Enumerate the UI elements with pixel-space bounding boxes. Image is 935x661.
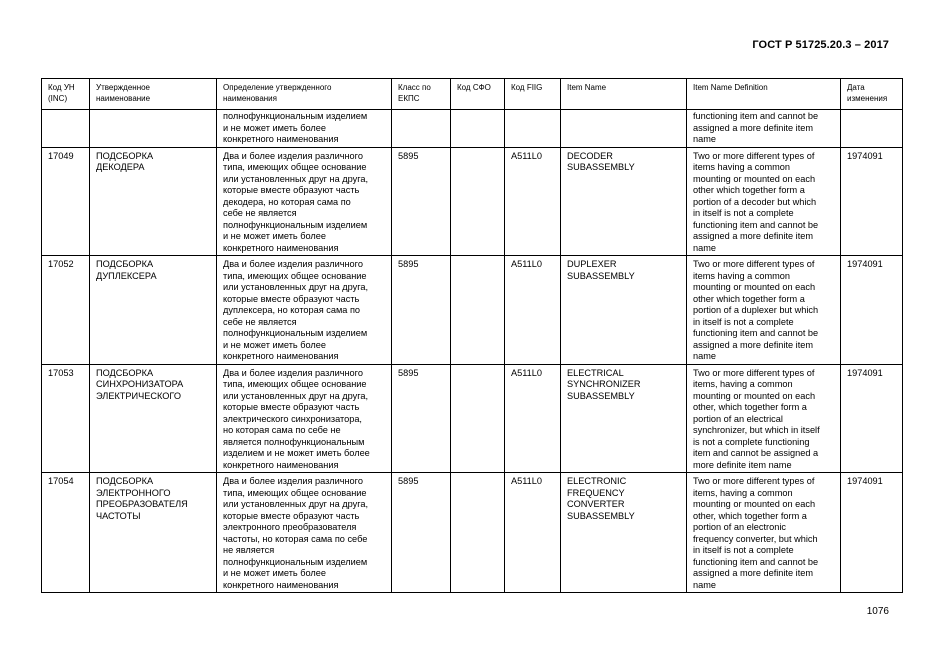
cell-sfo	[451, 473, 505, 593]
cell-inc	[42, 110, 90, 148]
cell-item-name: DUPLEXER SUBASSEMBLY	[561, 256, 687, 365]
cell-definition-en: Two or more different types of items, having a common mounting or mounted on each other, which together form a portion of an electronic frequency converter, but which in itself is not a complete functioning item and cannot be assigned a more definite item name	[687, 473, 841, 593]
cell-item-name	[561, 110, 687, 148]
cell-fiig: A511L0	[505, 256, 561, 365]
cell-date: 1974091	[841, 256, 903, 365]
cell-definition-en: Two or more different types of items having a common mounting or mounted on each other which together form a portion of a duplexer but which in itself is not a complete functioning item and cannot be assigned a more definite item name	[687, 256, 841, 365]
column-header-sfo-code: Код СФО	[451, 79, 505, 110]
table-header-row	[42, 79, 903, 110]
cell-definition-ru: Два и более изделия различного типа, имеющих общее основание или установленных друг на друга, которые вместе образуют часть электрического синхронизатора, но которая сама по себе не является полнофункциональным изделием и не может иметь более конкретного наименования	[217, 364, 392, 473]
cell-date: 1974091	[841, 473, 903, 593]
column-header-item-name-definition: Item Name Definition	[687, 79, 841, 110]
cell-fiig: A511L0	[505, 364, 561, 473]
cell-sfo	[451, 147, 505, 256]
cell-inc: 17049	[42, 147, 90, 256]
cell-definition-ru: полнофункциональным изделием и не может иметь более конкретного наименования	[217, 110, 392, 148]
catalog-table	[41, 78, 903, 593]
cell-date: 1974091	[841, 147, 903, 256]
cell-item-name: DECODER SUBASSEMBLY	[561, 147, 687, 256]
column-header-class: Класс по ЕКПС	[392, 79, 451, 110]
cell-fiig	[505, 110, 561, 148]
cell-fiig: A511L0	[505, 473, 561, 593]
column-header-change-date: Дата изменения	[841, 79, 903, 110]
cell-name-ru: ПОДСБОРКА ДЕКОДЕРА	[90, 147, 217, 256]
cell-definition-ru: Два и более изделия различного типа, имеющих общее основание или установленных друг на друга, которые вместе образуют часть дуплексера, но которая сама по себе не является полнофункциональным изделием и не может иметь более конкретного наименования	[217, 256, 392, 365]
column-header-fiig-code: Код FIIG	[505, 79, 561, 110]
table-row	[42, 147, 903, 256]
cell-inc: 17054	[42, 473, 90, 593]
document-header: ГОСТ Р 51725.20.3 – 2017	[752, 39, 889, 51]
cell-name-ru: ПОДСБОРКА ДУПЛЕКСЕРА	[90, 256, 217, 365]
cell-class: 5895	[392, 256, 451, 365]
table-row	[42, 256, 903, 365]
cell-date: 1974091	[841, 364, 903, 473]
cell-class: 5895	[392, 147, 451, 256]
cell-item-name: ELECTRICAL SYNCHRONIZER SUBASSEMBLY	[561, 364, 687, 473]
cell-sfo	[451, 364, 505, 473]
cell-name-ru	[90, 110, 217, 148]
cell-definition-en: Two or more different types of items, having a common mounting or mounted on each other, which together form a portion of an electrical synchronizer, but which in itself is not a complete functioning item and cannot be assigned a more definite item name	[687, 364, 841, 473]
cell-definition-ru: Два и более изделия различного типа, имеющих общее основание или установленных друг на друга, которые вместе образуют часть электронного преобразователя частоты, но которая сама по себе не является полнофункциональным изделием и не может иметь более конкретного наименования	[217, 473, 392, 593]
column-header-name-definition: Определение утвержденного наименования	[217, 79, 392, 110]
cell-definition-en: Two or more different types of items having a common mounting or mounted on each other which together form a portion of a decoder but which in itself is not a complete functioning item and cannot be assigned a more definite item name	[687, 147, 841, 256]
column-header-inc: Код УН (INC)	[42, 79, 90, 110]
cell-class: 5895	[392, 473, 451, 593]
cell-fiig: A511L0	[505, 147, 561, 256]
cell-inc: 17052	[42, 256, 90, 365]
cell-definition-en: functioning item and cannot be assigned a more definite item name	[687, 110, 841, 148]
page-number: 1076	[866, 606, 889, 617]
cell-date	[841, 110, 903, 148]
table-row	[42, 364, 903, 473]
cell-definition-ru: Два и более изделия различного типа, имеющих общее основание или установленных друг на друга, которые вместе образуют часть декодера, но которая сама по себе не является полнофункциональным изделием и не может иметь более конкретного наименования	[217, 147, 392, 256]
cell-name-ru: ПОДСБОРКА СИНХРОНИЗАТОРА ЭЛЕКТРИЧЕСКОГО	[90, 364, 217, 473]
cell-sfo	[451, 110, 505, 148]
cell-inc: 17053	[42, 364, 90, 473]
cell-name-ru: ПОДСБОРКА ЭЛЕКТРОННОГО ПРЕОБРАЗОВАТЕЛЯ ЧАСТОТЫ	[90, 473, 217, 593]
cell-class	[392, 110, 451, 148]
table-row-continuation	[42, 110, 903, 148]
column-header-approved-name: Утвержденное наименование	[90, 79, 217, 110]
cell-class: 5895	[392, 364, 451, 473]
column-header-item-name: Item Name	[561, 79, 687, 110]
cell-item-name: ELECTRONIC FREQUENCY CONVERTER SUBASSEMBLY	[561, 473, 687, 593]
table-row	[42, 473, 903, 593]
cell-sfo	[451, 256, 505, 365]
